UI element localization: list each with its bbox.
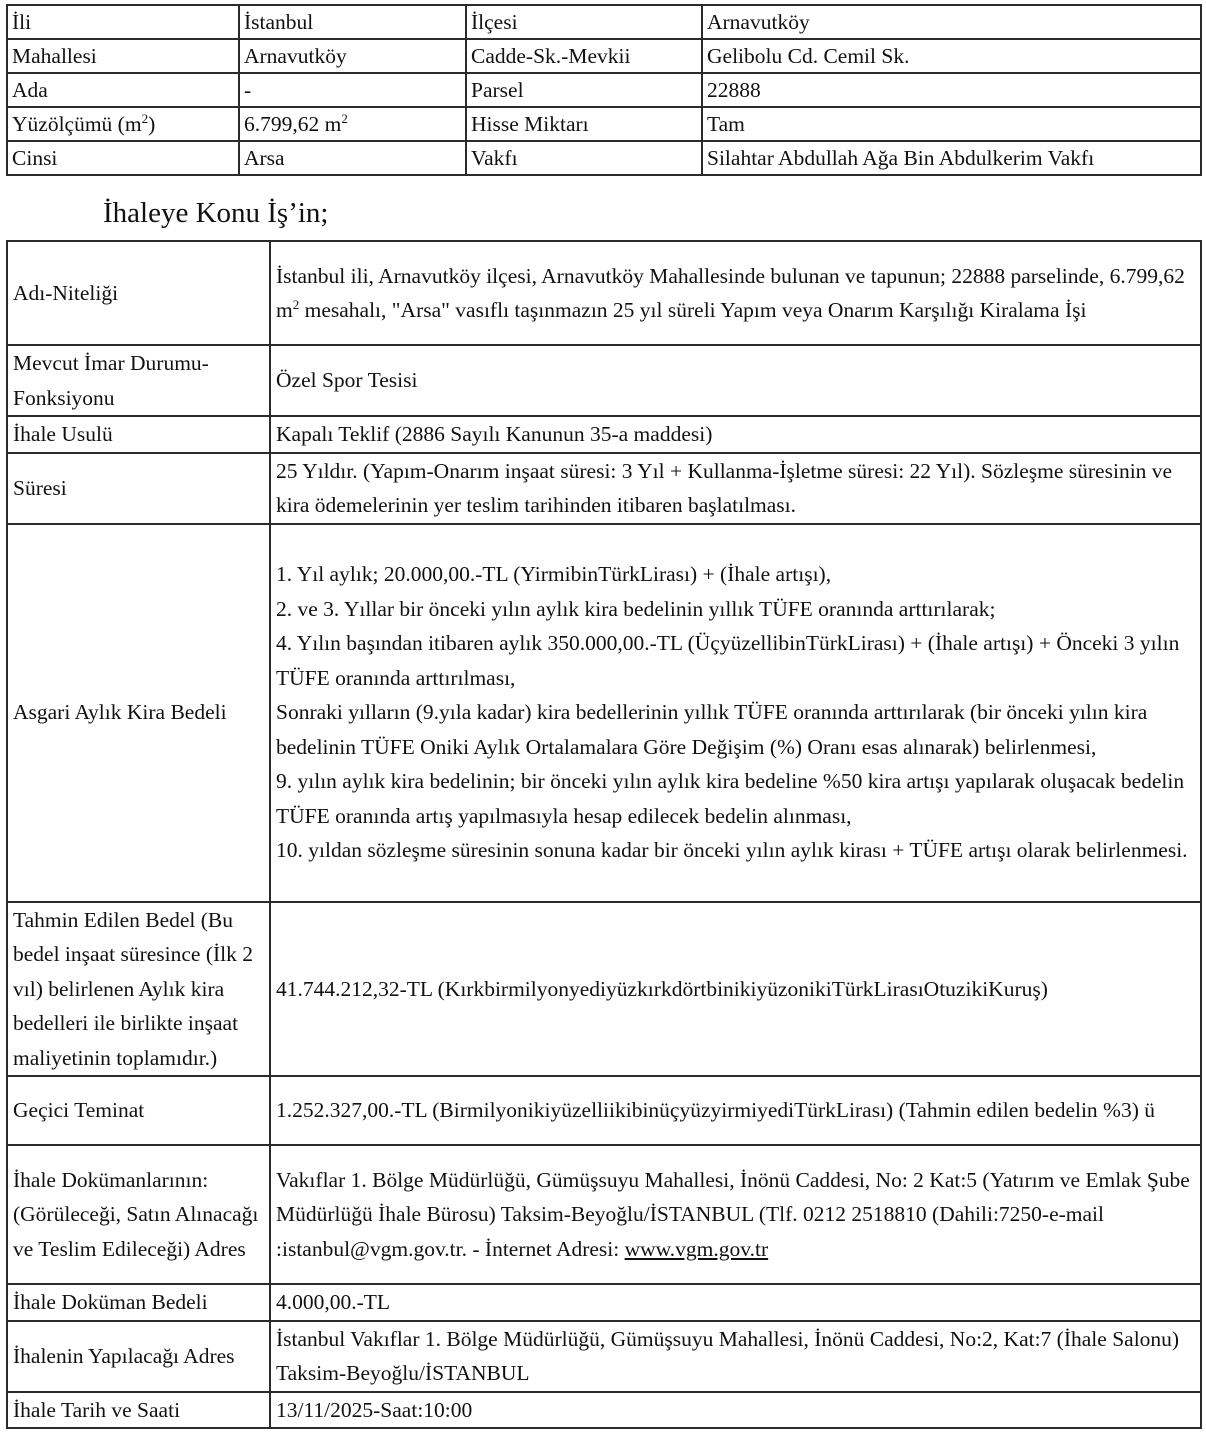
label-imar-durumu: Mevcut İmar Durumu-Fonksiyonu: [7, 345, 270, 416]
value-suresi: 25 Yıldır. (Yapım-Onarım inşaat süresi: 3 Yıl + Kullanma-İşletme süresi: 22 Yıl). Sözleşme süresinin ve kira ödemelerinin yer teslim tarihinden itibaren başlatılması.: [270, 453, 1201, 524]
value-dokuman-adres: [270, 1145, 1201, 1284]
label-gecici-teminat: Geçici Teminat: [7, 1076, 270, 1145]
table-row-imar-durumu: [7, 345, 1201, 416]
label-ada: Ada: [7, 73, 239, 107]
table-row-yuzolcumu: [7, 107, 1201, 141]
value-asgari-kira: [270, 524, 1201, 902]
label-cadde: Cadde-Sk.-Mevkii: [466, 39, 702, 73]
table-row-asgari-kira: [7, 524, 1201, 902]
table-row-suresi: [7, 453, 1201, 524]
label-suresi: Süresi: [7, 453, 270, 524]
kira-line-4: Sonraki yılların (9.yıla kadar) kira bedellerinin yıllık TÜFE oranında arttırılarak (bir önceki yılın kira bedelinin TÜFE Oniki Aylık Ortalamalara Göre Değişim (%) Oranı esas alınarak) belirlenmesi,: [276, 700, 1148, 759]
superscript-2: 2: [341, 111, 348, 126]
value-ili: İstanbul: [239, 5, 466, 39]
table-row-gecici-teminat: [7, 1076, 1201, 1145]
table-row-ihale-usulu: [7, 416, 1201, 453]
label-parsel: Parsel: [466, 73, 702, 107]
label-yuzolcumu-after: ): [148, 112, 156, 136]
property-info-table: [6, 4, 1202, 176]
label-hisse: Hisse Miktarı: [466, 107, 702, 141]
label-yuzolcumu: [7, 107, 239, 141]
value-ada: -: [239, 73, 466, 107]
table-row-cinsi: [7, 141, 1201, 175]
label-mahallesi: Mahallesi: [7, 39, 239, 73]
label-yuzolcumu-text: Yüzölçümü (m: [12, 112, 142, 136]
kira-line-3: 4. Yılın başından itibaren aylık 350.000,00.-TL (ÜçyüzellibinTürkLirası) + (İhale artışı) + Önceki 3 yılın TÜFE oranında arttırılması,: [276, 631, 1180, 690]
table-row-mahallesi: [7, 39, 1201, 73]
value-ihale-adres: İstanbul Vakıflar 1. Bölge Müdürlüğü, Gümüşsuyu Mahallesi, İnönü Caddesi, No:2, Kat:7 (İhale Salonu) Taksim-Beyoğlu/İSTANBUL: [270, 1321, 1201, 1392]
table-row-dokuman-bedeli: [7, 1284, 1201, 1321]
value-cadde: Gelibolu Cd. Cemil Sk.: [702, 39, 1201, 73]
value-ihale-tarih: 13/11/2025-Saat:10:00: [270, 1392, 1201, 1429]
value-adi-niteligi-part2: mesahalı, "Arsa" vasıflı taşınmazın 25 yıl süreli Yapım veya Onarım Karşılığı Kiralama İşi: [299, 298, 1087, 322]
kira-line-2: 2. ve 3. Yıllar bir önceki yılın aylık kira bedelinin yıllık TÜFE oranında arttırılarak;: [276, 596, 996, 621]
table-row-ihale-adres: [7, 1321, 1201, 1392]
value-tahmin-bedel: 41.744.212,32-TL (KırkbirmilyonyediyüzkırkdörtbinikiyüzonikiTürkLirasıOtuzikiKuruş): [270, 902, 1201, 1077]
label-cinsi: Cinsi: [7, 141, 239, 175]
table-row-ili: [7, 5, 1201, 39]
label-ihale-usulu: İhale Usulü: [7, 416, 270, 453]
table-row-tahmin-bedel: [7, 902, 1201, 1077]
value-cinsi: Arsa: [239, 141, 466, 175]
table-row-ihale-tarih: [7, 1392, 1201, 1429]
superscript-2: 2: [292, 297, 300, 312]
label-dokuman-bedeli: İhale Doküman Bedeli: [7, 1284, 270, 1321]
table-row-adi-niteligi: [7, 241, 1201, 345]
kira-line-5: 9. yılın aylık kira bedelinin; bir önceki yılın aylık kira bedeline %50 kira artışı yapılarak oluşacak bedelin TÜFE oranında artış yapılmasıyla hesap edilecek bedelin alınması,: [276, 769, 1185, 828]
value-hisse: Tam: [702, 107, 1201, 141]
tender-details-table: [6, 240, 1202, 1429]
section-heading: İhaleye Konu İş’in;: [103, 197, 329, 229]
label-tahmin-bedel: Tahmin Edilen Bedel (Bu bedel inşaat süresince (İlk 2 vıl) belirlenen Aylık kira bedelleri ile birlikte inşaat maliyetinin toplamıdır.): [7, 902, 270, 1077]
label-ili: İli: [7, 5, 239, 39]
table-row-ada: [7, 73, 1201, 107]
value-parsel: 22888: [702, 73, 1201, 107]
label-vakfi: Vakfı: [466, 141, 702, 175]
label-adi-niteligi: Adı-Niteliği: [7, 241, 270, 345]
label-ihale-tarih: İhale Tarih ve Saati: [7, 1392, 270, 1429]
label-ihale-adres: İhalenin Yapılacağı Adres: [7, 1321, 270, 1392]
label-asgari-kira: Asgari Aylık Kira Bedeli: [7, 524, 270, 902]
value-gecici-teminat: 1.252.327,00.-TL (BirmilyonikiyüzelliikibinüçyüzyirmiyediTürkLirası) (Tahmin edilen bedelin %3) ü: [270, 1076, 1201, 1145]
value-ilcesi: Arnavutköy: [702, 5, 1201, 39]
value-yuzolcumu: [239, 107, 466, 141]
value-ihale-usulu: Kapalı Teklif (2886 Sayılı Kanunun 35-a maddesi): [270, 416, 1201, 453]
label-dokuman-adres: İhale Dokümanlarının: (Görüleceği, Satın Alınacağı ve Teslim Edileceği) Adres: [7, 1145, 270, 1284]
value-vakfi: Silahtar Abdullah Ağa Bin Abdulkerim Vakfı: [702, 141, 1201, 175]
value-yuzolcumu-text: 6.799,62 m: [244, 112, 342, 136]
table-row-dokuman-adres: [7, 1145, 1201, 1284]
value-dokuman-bedeli: 4.000,00.-TL: [270, 1284, 1201, 1321]
value-dokuman-adres-text: Vakıflar 1. Bölge Müdürlüğü, Gümüşsuyu Mahallesi, İnönü Caddesi, No: 2 Kat:5 (Yatırım ve Emlak Şube Müdürlüğü İhale Bürosu) Taksim-Beyoğlu/İSTANBUL (Tlf. 0212 2518810 (Dahili:7250-e-mail :istanbul@vgm.gov.tr. - İnternet Adresi:: [276, 1167, 1190, 1261]
kira-line-1: 1. Yıl aylık; 20.000,00.-TL (YirmibinTürkLirası) + (İhale artışı),: [276, 562, 832, 587]
website-link[interactable]: www.vgm.gov.tr: [624, 1236, 769, 1261]
superscript-2: 2: [141, 111, 149, 126]
kira-line-6: 10. yıldan sözleşme süresinin sonuna kadar bir önceki yılın aylık kirası + TÜFE artışı olarak belirlenmesi.: [276, 838, 1188, 863]
value-adi-niteligi: [270, 241, 1201, 345]
value-adi-niteligi-part1: İstanbul ili, Arnavutköy ilçesi, Arnavutköy Mahallesinde bulunan ve tapunun; 22888 parselinde, 6.799,62 m: [276, 263, 1185, 322]
label-ilcesi: İlçesi: [466, 5, 702, 39]
value-imar-durumu: Özel Spor Tesisi: [270, 345, 1201, 416]
value-mahallesi: Arnavutköy: [239, 39, 466, 73]
